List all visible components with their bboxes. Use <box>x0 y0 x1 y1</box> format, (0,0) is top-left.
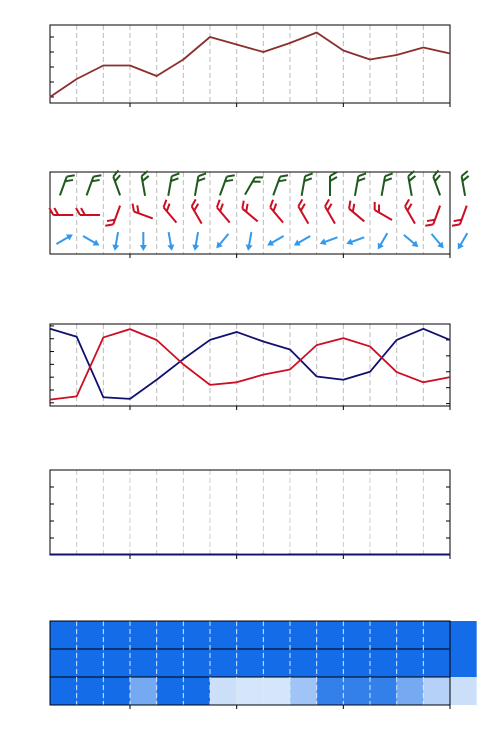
cloud-cell-middle <box>50 649 77 677</box>
cloud-cell-middle <box>157 649 184 677</box>
cloud-cell-low <box>397 677 424 705</box>
wind-barb-850-hpa <box>105 203 120 228</box>
wind-barb-700-hpa <box>87 173 102 198</box>
wind-barb-700-hpa <box>245 174 263 198</box>
cloud-cell-middle <box>397 649 424 677</box>
cloud-cell-high <box>343 621 370 649</box>
cloud-cell-low <box>130 677 157 705</box>
cloud-cell-low <box>263 677 290 705</box>
wind-barb-10-m <box>165 232 175 252</box>
cloud-cell-middle <box>103 649 130 677</box>
cloud-cell-middle <box>370 649 397 677</box>
temperature-chart <box>50 324 450 410</box>
wind-barb-700-hpa <box>195 172 206 197</box>
cloud-cell-low <box>157 677 184 705</box>
wind-barb-10-m <box>111 232 121 252</box>
cloud-cell-low <box>317 677 344 705</box>
precip-chart <box>50 470 475 559</box>
pressure-line <box>50 33 450 98</box>
wind-barb-700-hpa <box>273 173 288 198</box>
cloud-cell-high <box>423 621 450 649</box>
cloud-cell-low <box>50 677 77 705</box>
clouds-chart <box>50 621 477 709</box>
cloud-cell-high <box>263 621 290 649</box>
plot-frame <box>50 470 450 555</box>
cloud-cell-high <box>370 621 397 649</box>
wind-barb-850-hpa <box>268 200 289 223</box>
cloud-cell-middle <box>130 649 157 677</box>
wind-barb-700-hpa <box>302 172 313 197</box>
cloud-cell-high <box>450 621 477 649</box>
cloud-cell-high <box>103 621 130 649</box>
wind-barb-700-hpa <box>168 172 179 197</box>
cloud-cell-low <box>343 677 370 705</box>
wind-barb-850-hpa <box>190 199 208 223</box>
wind-barb-10-m <box>429 232 447 251</box>
wind-barb-10-m <box>455 231 471 251</box>
cloud-cell-low <box>237 677 264 705</box>
wind-barb-10-m <box>245 232 255 252</box>
wind-barb-10-m <box>375 231 391 251</box>
cloud-cell-low <box>77 677 104 705</box>
pressure-chart <box>50 25 450 107</box>
wind-barb-850-hpa <box>76 208 100 215</box>
cloud-cell-high <box>290 621 317 649</box>
wind-barb-700-hpa <box>141 171 152 196</box>
wind-barb-850-hpa <box>214 200 235 223</box>
cloud-cell-high <box>157 621 184 649</box>
humidity-line <box>50 329 450 399</box>
wind-barb-10-m <box>402 232 421 250</box>
temperature-line <box>50 329 450 399</box>
cloud-cell-low <box>183 677 210 705</box>
wind-barb-850-hpa <box>323 199 341 223</box>
wind-barb-850-hpa <box>239 201 262 222</box>
cloud-cell-low <box>210 677 237 705</box>
wind-barb-10-m <box>140 232 147 251</box>
wind-barb-850-hpa <box>452 203 467 228</box>
cloud-cell-low <box>370 677 397 705</box>
wind-barb-700-hpa <box>220 173 235 198</box>
cloud-cell-middle <box>77 649 104 677</box>
wind-chart <box>49 170 472 258</box>
wind-barb-850-hpa <box>296 199 314 223</box>
wind-barb-10-m <box>292 233 312 249</box>
wind-barb-700-hpa <box>432 170 447 195</box>
wind-barb-700-hpa <box>112 170 127 195</box>
cloud-cell-middle <box>343 649 370 677</box>
cloud-cell-high <box>210 621 237 649</box>
cloud-cell-low <box>103 677 130 705</box>
cloud-cell-middle <box>317 649 344 677</box>
wind-barb-700-hpa <box>330 172 337 196</box>
wind-barb-10-m <box>191 232 201 252</box>
cloud-cell-low <box>290 677 317 705</box>
wind-barb-700-hpa <box>382 172 393 197</box>
cloud-cell-middle <box>290 649 317 677</box>
wind-barb-10-m <box>81 233 101 249</box>
wind-barb-850-hpa <box>49 208 73 215</box>
wind-barb-850-hpa <box>161 200 182 223</box>
cloud-cell-high <box>237 621 264 649</box>
cloud-cell-low <box>450 677 477 705</box>
wind-barb-850-hpa <box>403 199 421 223</box>
cloud-cell-middle <box>210 649 237 677</box>
cloud-cell-middle <box>423 649 450 677</box>
wind-barb-700-hpa <box>355 172 366 197</box>
wind-barb-700-hpa <box>408 171 419 196</box>
cloud-cell-low <box>423 677 450 705</box>
wind-barb-10-m <box>345 234 365 247</box>
cloud-cell-high <box>130 621 157 649</box>
wind-barb-10-m <box>55 231 75 247</box>
cloud-cell-high <box>50 621 77 649</box>
wind-barb-10-m <box>214 232 232 251</box>
wind-barb-700-hpa <box>461 171 472 196</box>
cloud-cell-high <box>183 621 210 649</box>
cloud-cell-middle <box>237 649 264 677</box>
wind-barb-10-m <box>265 233 285 249</box>
cloud-cell-high <box>77 621 104 649</box>
wind-barb-850-hpa <box>130 204 155 219</box>
cloud-cell-high <box>397 621 424 649</box>
wind-barb-850-hpa <box>346 201 369 222</box>
cloud-cell-middle <box>263 649 290 677</box>
cloud-cell-high <box>317 621 344 649</box>
wind-barb-850-hpa <box>371 202 395 220</box>
wind-barb-850-hpa <box>425 203 440 228</box>
cloud-cell-middle <box>183 649 210 677</box>
cloud-cell-middle <box>450 649 477 677</box>
plot-frame <box>50 25 450 103</box>
wind-barb-10-m <box>318 234 338 247</box>
wind-barb-700-hpa <box>60 173 75 198</box>
